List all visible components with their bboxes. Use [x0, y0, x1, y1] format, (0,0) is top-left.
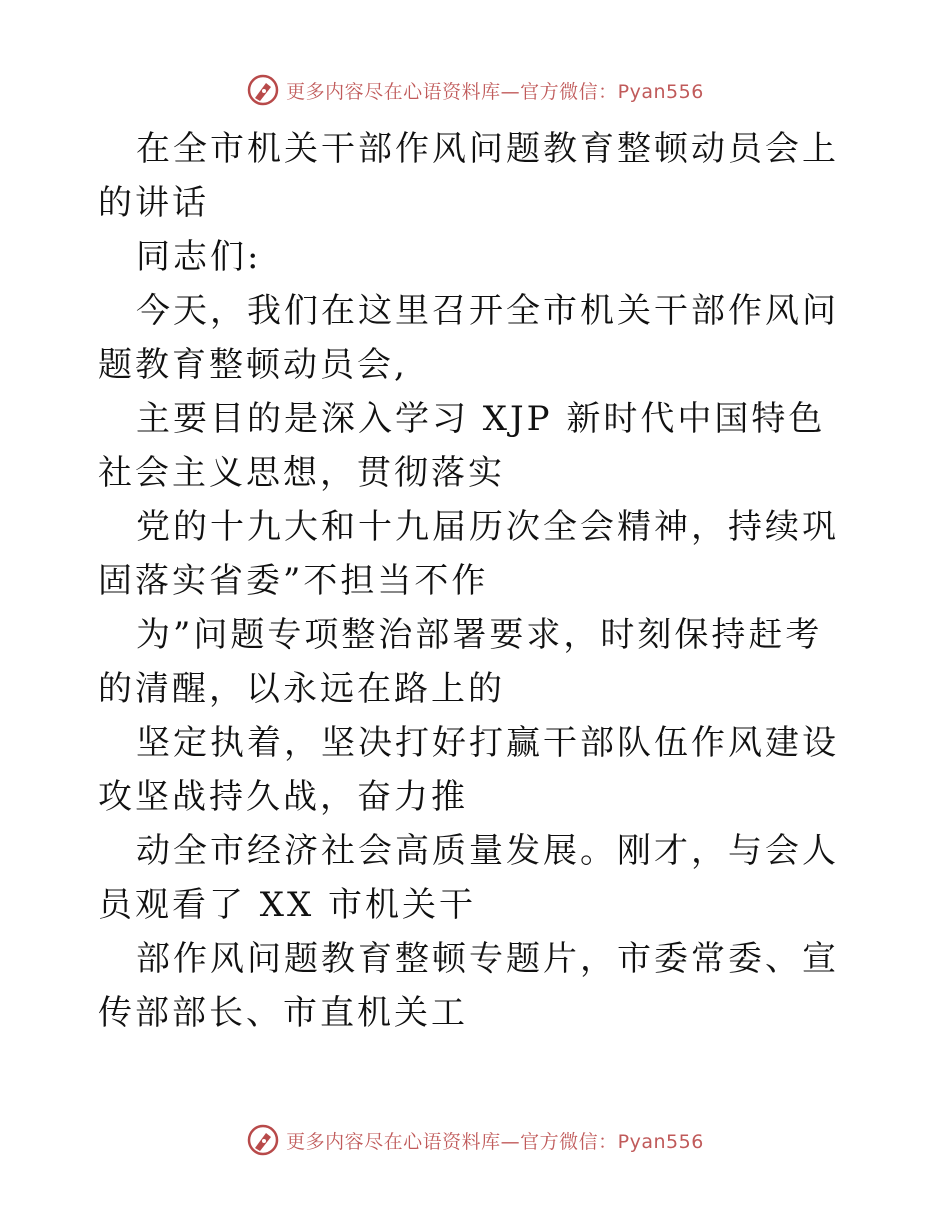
- document-body: [98, 122, 858, 1040]
- paragraph: 动全市经济社会高质量发展。刚才，与会人员观看了 XX 市机关干: [98, 831, 839, 925]
- paragraph: 党的十九大和十九届历次全会精神，持续巩固落实省委”不担当不作: [98, 507, 839, 601]
- pen-nib-logo-icon: [246, 73, 280, 107]
- footer-watermark: [0, 1120, 950, 1160]
- document-title: 在全市机关干部作风问题教育整顿动员会上的讲话: [98, 129, 839, 223]
- paragraph: 部作风问题教育整顿专题片，市委常委、宣传部部长、市直机关工: [98, 939, 839, 1033]
- watermark-text: 更多内容尽在心语资料库—官方微信：Pyan556: [286, 1130, 704, 1153]
- paragraph: 同志们:: [136, 237, 262, 277]
- pen-nib-logo-icon: [246, 1123, 280, 1157]
- paragraph: 今天，我们在这里召开全市机关干部作风问题教育整顿动员会,: [98, 291, 839, 385]
- header-watermark: [0, 70, 950, 110]
- watermark-text: 更多内容尽在心语资料库—官方微信：Pyan556: [286, 80, 704, 103]
- paragraph: 为”问题专项整治部署要求，时刻保持赶考的清醒，以永远在路上的: [98, 615, 823, 709]
- paragraph: 主要目的是深入学习 XJP 新时代中国特色社会主义思想，贯彻落实: [98, 399, 826, 493]
- paragraph: 坚定执着，坚决打好打赢干部队伍作风建设攻坚战持久战，奋力推: [98, 723, 839, 817]
